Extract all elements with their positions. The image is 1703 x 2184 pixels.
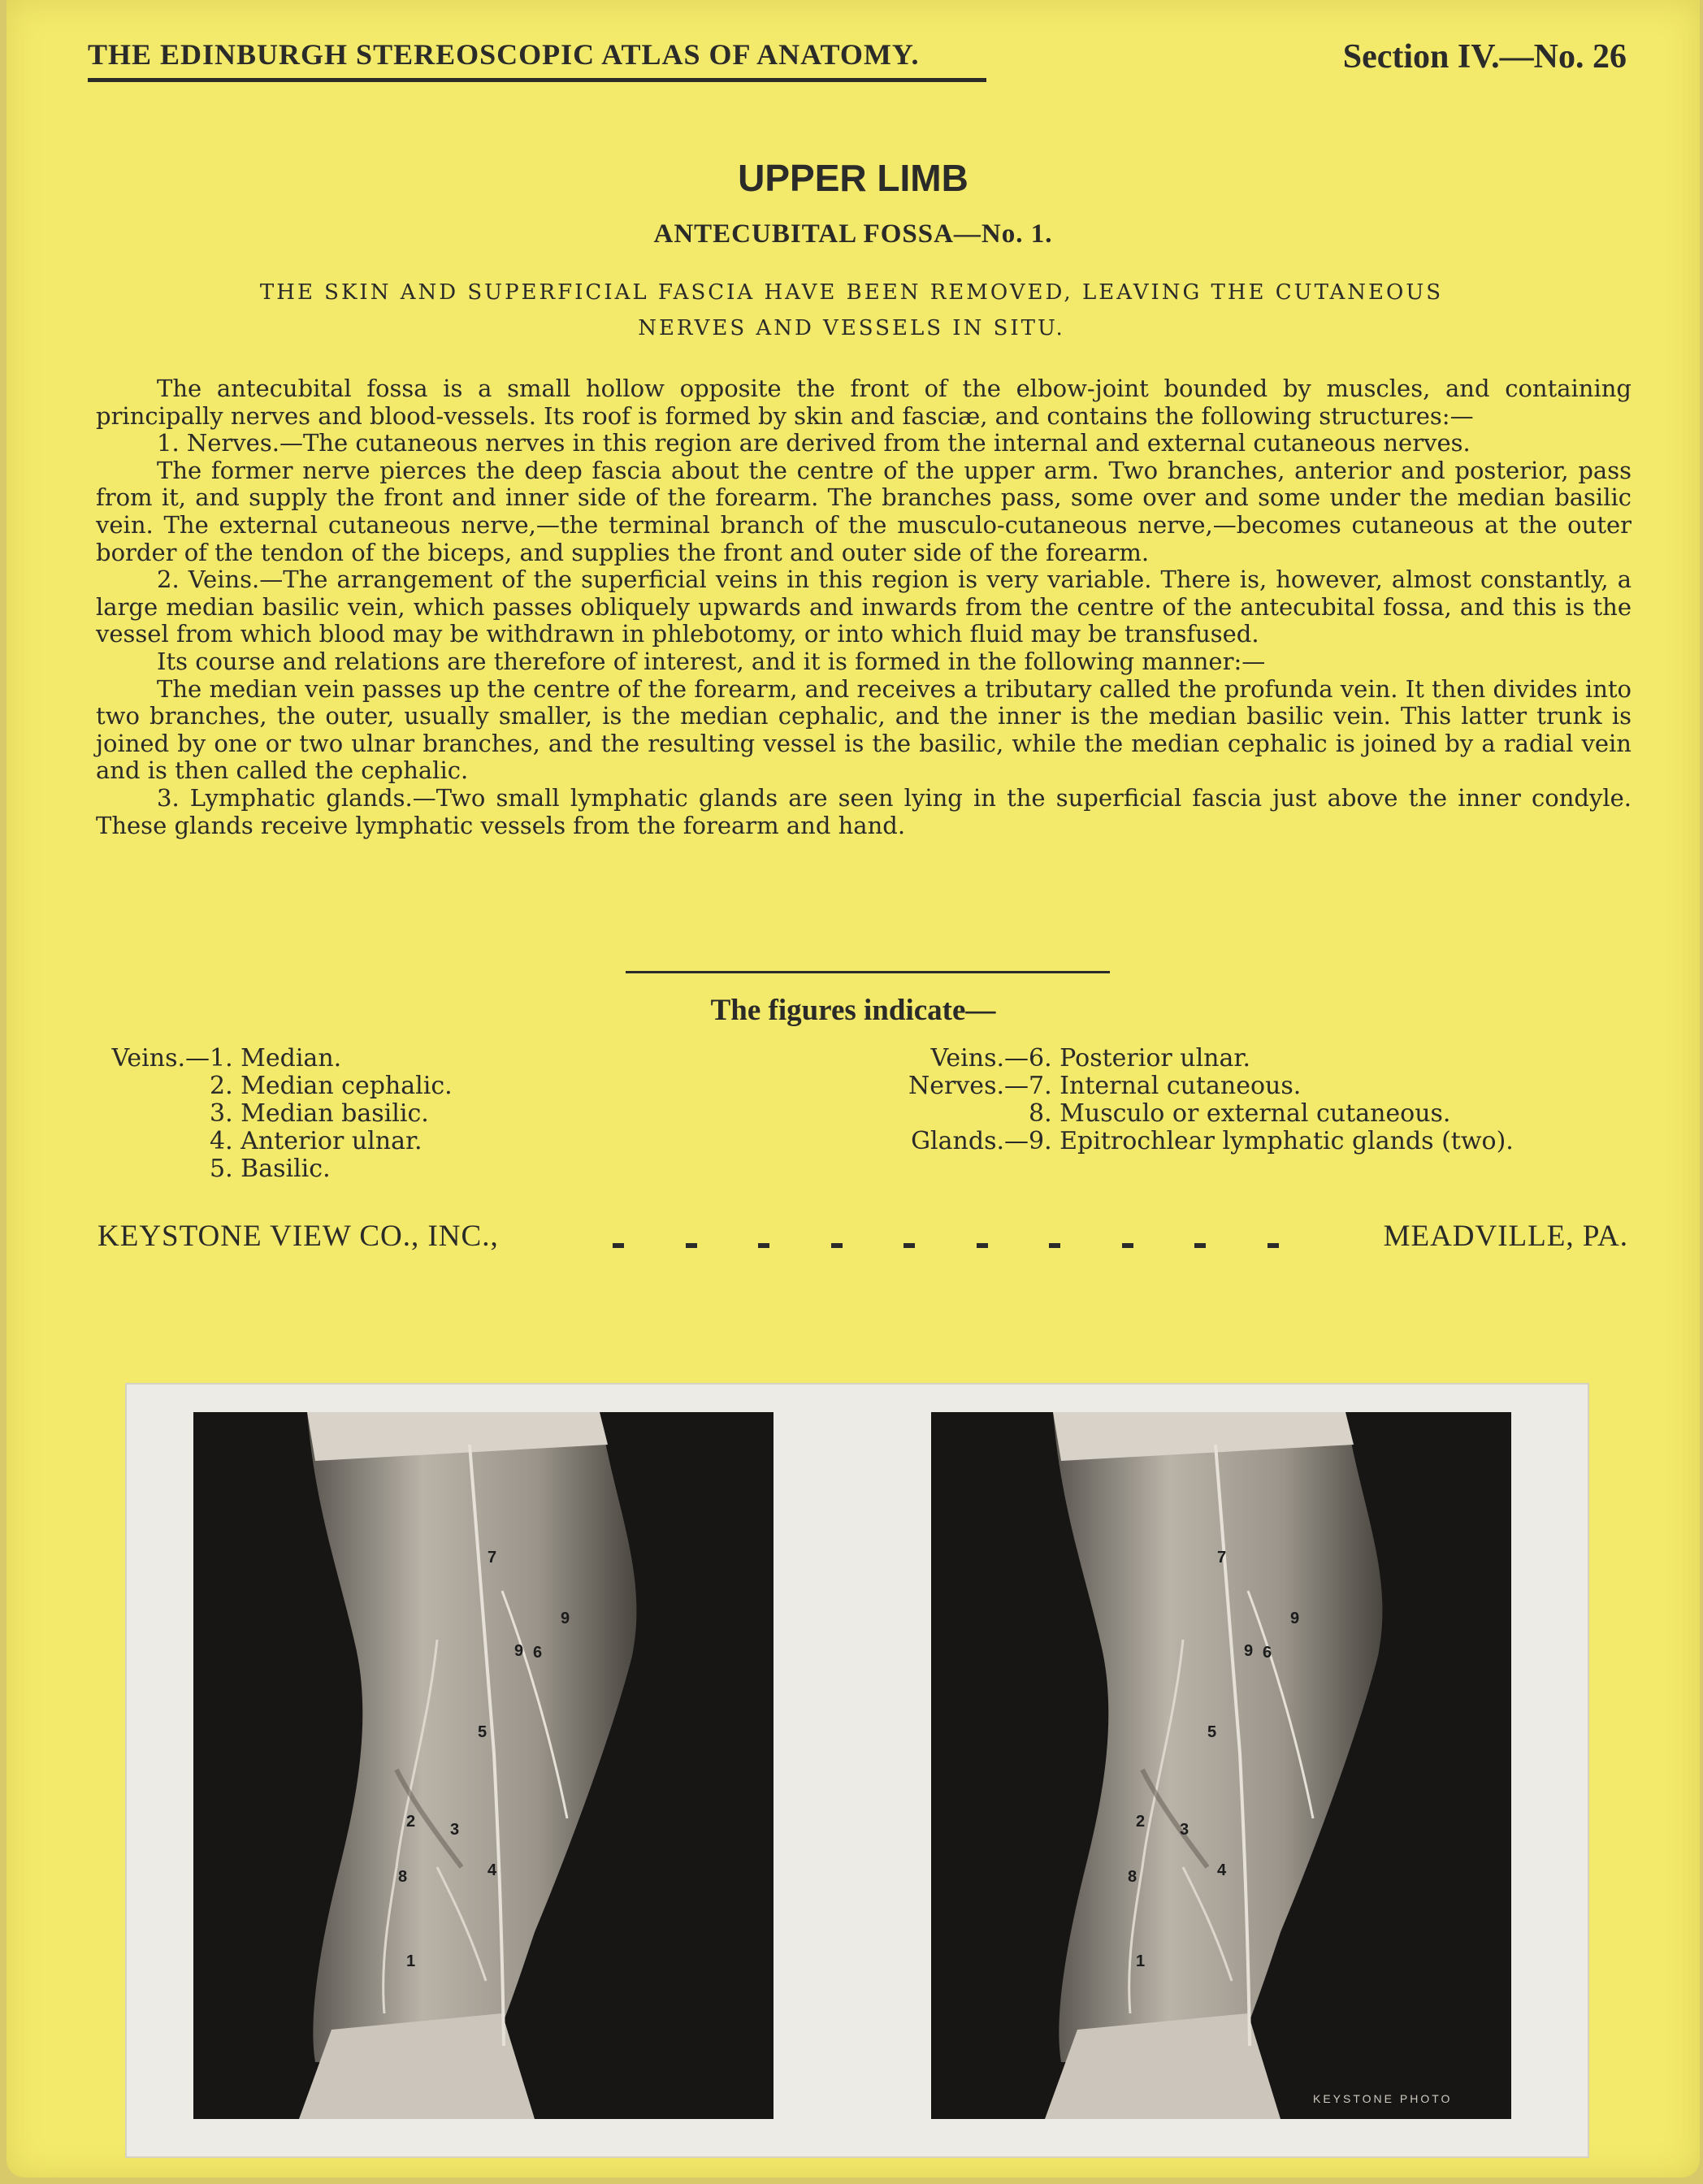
legend-item xyxy=(866,1128,1514,1155)
nerves-detail-paragraph: The former nerve pierces the deep fascia about the centre of the upper arm. Two branches, anterior and posterior, pass from it, and supply the front and inner side of the forearm. The branches pass, some over and some under the median basilic vein. The external cutaneous nerve,—the terminal branch of the musculo-cutaneous nerve,—becomes cutaneous at the outer border of the tendon of the biceps, and supplies the front and outer side of the forearm. xyxy=(96,456,1632,566)
figure-mark: 8 xyxy=(398,1868,408,1886)
nerves-heading: 1. Nerves. xyxy=(157,429,280,457)
stereo-photo-mount xyxy=(127,1384,1588,2156)
legend-prefix xyxy=(98,1155,210,1183)
legend-item xyxy=(98,1100,453,1128)
figure-mark: 6 xyxy=(1263,1644,1272,1662)
dissection-photo-right xyxy=(931,1412,1511,2119)
figure-mark: 5 xyxy=(1207,1723,1217,1741)
legend-item xyxy=(98,1045,453,1072)
dissection-photo-left xyxy=(193,1412,774,2119)
legend-text: 8. Musculo or external cutaneous. xyxy=(1029,1099,1451,1128)
leader-dashes xyxy=(613,1243,1279,1248)
photo-credit: KEYSTONE PHOTO xyxy=(1313,2092,1453,2105)
legend-item xyxy=(866,1100,1514,1128)
glands-text: —Two small lymphatic glands are seen lying in the superficial fascia just above the inner condyle. These glands receive lymphatic vessels from the forearm and hand. xyxy=(96,783,1632,839)
veins-text: —The arrangement of the superficial veins in this region is very variable. There is, however, almost constantly, a large median basilic vein, which passes obliquely upwards and inwards from the centre of the antecubital fossa, and this is the vessel from which blood may be withdrawn in phlebotomy, or into which fluid may be transfused. xyxy=(96,566,1632,648)
nerves-text: —The cutaneous nerves in this region are derived from the internal and external cutaneous nerves. xyxy=(279,429,1471,457)
glands-paragraph xyxy=(96,785,1632,839)
legend-item xyxy=(866,1045,1514,1072)
legend-prefix: Veins.— xyxy=(930,1044,1029,1072)
legend-prefix xyxy=(98,1072,210,1100)
figure-mark: 3 xyxy=(1180,1821,1190,1839)
caption-line-2: NERVES AND VESSELS IN SITU. xyxy=(638,316,1065,340)
figure-mark: 6 xyxy=(533,1644,543,1662)
legend-text: 7. Internal cutaneous. xyxy=(1029,1072,1302,1100)
legend-text: 2. Median cephalic. xyxy=(210,1072,453,1100)
legend-item xyxy=(98,1072,453,1100)
legend-item xyxy=(98,1128,453,1155)
legend-text: 9. Epitrochlear lymphatic glands (two). xyxy=(1029,1127,1514,1155)
page-subtitle: ANTECUBITAL FOSSA—No. 1. xyxy=(653,219,1053,249)
figure-mark: 2 xyxy=(406,1813,416,1831)
caption-line-1: THE SKIN AND SUPERFICIAL FASCIA HAVE BEEN REMOVED, LEAVING THE CUTANEOUS xyxy=(259,280,1444,305)
series-title: THE EDINBURGH STEREOSCOPIC ATLAS OF ANATOMY. xyxy=(88,38,920,71)
stereoview-card xyxy=(6,0,1700,2178)
legend-prefix xyxy=(866,1100,1029,1128)
nerves-paragraph xyxy=(96,430,1632,457)
figure-mark: 1 xyxy=(406,1952,416,1970)
stereo-photo-right xyxy=(931,1412,1511,2119)
legend-prefix: Veins.— xyxy=(111,1044,210,1072)
legend-item xyxy=(866,1072,1514,1100)
legend-prefix xyxy=(98,1100,210,1128)
legend-text: 6. Posterior ulnar. xyxy=(1029,1044,1250,1072)
legend-prefix: Glands.— xyxy=(911,1127,1029,1155)
section-number: Section IV.—No. 26 xyxy=(1342,38,1627,76)
veins-heading: 2. Veins. xyxy=(157,566,260,594)
figures-heading: The figures indicate— xyxy=(710,994,996,1027)
legend-item xyxy=(98,1155,453,1183)
legend-prefix: Nerves.— xyxy=(908,1072,1029,1100)
figure-mark: 9 xyxy=(1290,1610,1300,1627)
glands-heading: 3. Lymphatic glands. xyxy=(157,783,413,812)
intro-paragraph: The antecubital fossa is a small hollow opposite the front of the elbow-joint bounded by muscles, and containing principally nerves and blood-vessels. Its roof is formed by skin and fasciæ, and contains the following structures:— xyxy=(96,375,1632,430)
figure-mark: 4 xyxy=(1217,1861,1227,1879)
figure-mark: 8 xyxy=(1128,1868,1138,1886)
publisher-name: KEYSTONE VIEW CO., INC., xyxy=(98,1220,499,1253)
veins-detail-paragraph: The median vein passes up the centre of the forearm, and receives a tributary called the profunda vein. It then divides into two branches, the outer, usually smaller, is the median cephalic, and the inner is the median basilic vein. This latter trunk is joined by one or two ulnar branches, and the resulting vessel is the basilic, while the median cephalic is joined by a radial vein and is then called the cephalic. xyxy=(96,674,1632,785)
figure-mark: 2 xyxy=(1136,1813,1146,1831)
figure-mark: 7 xyxy=(488,1549,497,1566)
stereo-photo-left xyxy=(193,1412,774,2119)
publisher-place: MEADVILLE, PA. xyxy=(1383,1220,1628,1253)
figure-mark: 9 xyxy=(1244,1642,1254,1660)
figure-legend-right xyxy=(866,1045,1514,1155)
page-title: UPPER LIMB xyxy=(738,157,968,199)
description-text xyxy=(96,375,1632,839)
figure-mark: 1 xyxy=(1136,1952,1146,1970)
specimen-caption xyxy=(202,275,1502,346)
legend-text: 3. Median basilic. xyxy=(210,1099,429,1128)
legend-prefix xyxy=(98,1128,210,1155)
figure-mark: 9 xyxy=(514,1642,524,1660)
legend-text: 4. Anterior ulnar. xyxy=(210,1127,422,1155)
section-divider xyxy=(626,971,1110,973)
figure-mark: 5 xyxy=(478,1723,488,1741)
figure-mark: 9 xyxy=(561,1610,570,1627)
figure-mark: 7 xyxy=(1217,1549,1227,1566)
figure-mark: 3 xyxy=(450,1821,460,1839)
figure-mark: 4 xyxy=(488,1861,497,1879)
veins-course-paragraph: Its course and relations are therefore of interest, and it is formed in the following manner:— xyxy=(157,647,1266,675)
figure-legend-left xyxy=(98,1045,453,1183)
veins-paragraph xyxy=(96,566,1632,648)
legend-text: 1. Median. xyxy=(210,1044,342,1072)
legend-text: 5. Basilic. xyxy=(210,1155,331,1183)
series-title-underline xyxy=(88,78,986,82)
